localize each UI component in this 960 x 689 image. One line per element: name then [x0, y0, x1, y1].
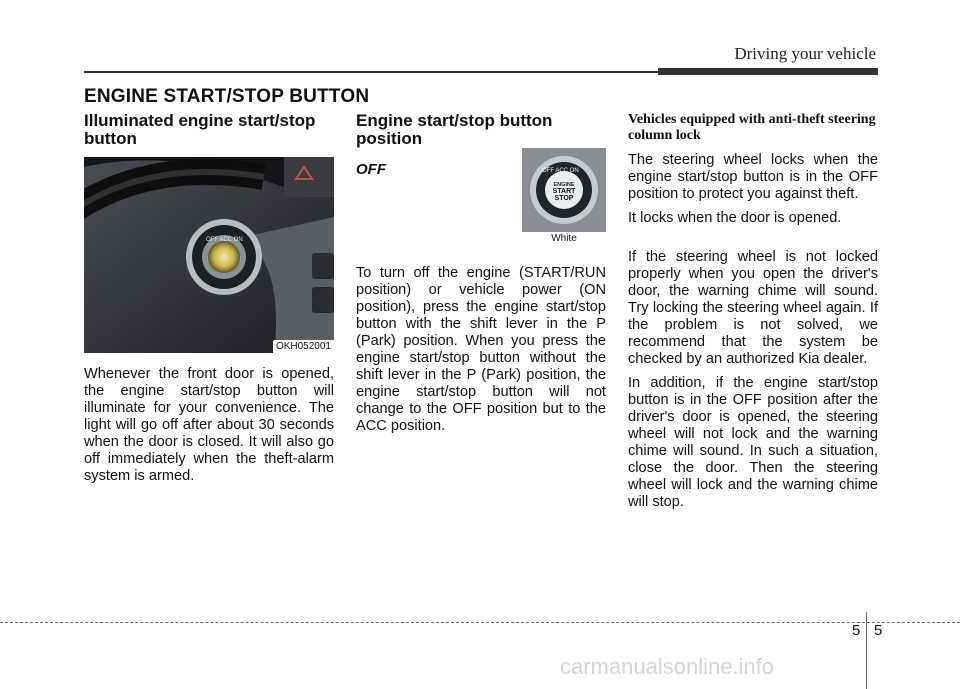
heading-position: Engine start/stop button position: [356, 111, 553, 148]
svg-text:START: START: [552, 188, 576, 195]
page-number: 5: [874, 622, 883, 639]
photo-code-label: OKH052001: [273, 340, 334, 353]
svg-text:OFF ACC ON: OFF ACC ON: [542, 168, 579, 174]
start-button-illustration: [522, 148, 606, 232]
heading-steering-lock: Vehicles equipped with anti-theft steering column lock: [628, 112, 876, 143]
chapter-number: 5: [852, 622, 861, 639]
heading-illuminated: Illuminated engine start/stop button: [84, 111, 316, 148]
column-illuminated-body: [84, 366, 334, 485]
running-header: Driving your vehicle: [734, 44, 876, 63]
column-position-body: [356, 265, 606, 435]
steering-lock-text-3: If the steering wheel is not locked properly when you open the driver's door, the warning chime will sound. Try locking the steering wheel again. If the problem is not solved, we recommend that the system be checked by an authorized Kia dealer.: [628, 249, 878, 367]
dashboard-illustration: [84, 157, 334, 353]
svg-text:ENGINE: ENGINE: [553, 182, 575, 188]
section-title: ENGINE START/STOP BUTTON: [84, 86, 370, 107]
steering-lock-text-2: It locks when the door is opened.: [628, 210, 842, 226]
column-steering-lock: [628, 112, 878, 518]
dashboard-photo: [84, 157, 334, 353]
column-illuminated: [84, 112, 334, 148]
watermark: carmanualsonline.info: [560, 654, 775, 679]
sub-heading-off: OFF: [356, 161, 386, 178]
footer-divider: [866, 612, 867, 689]
header-rule: [84, 71, 664, 73]
start-button-photo: [522, 148, 606, 246]
header-rule-accent: [658, 68, 878, 75]
button-image-caption: White: [522, 232, 606, 246]
svg-text:OFF ACC ON: OFF ACC ON: [206, 237, 243, 243]
footer-rule: [0, 622, 960, 623]
illuminated-text: Whenever the front door is opened, the engine start/stop button will illuminate for your convenience. The light will go off after about 30 seconds when the door is closed. It will also go off immediately when the theft-alarm system is armed.: [84, 366, 334, 484]
steering-lock-text-4: In addition, if the engine start/stop button is in the OFF position after the driver's door is opened, the steering wheel will not lock and the warning chime will sound. In such a situation, close the door. Then the steering wheel will lock and the warning chime will stop.: [628, 375, 878, 510]
steering-lock-text-1: The steering wheel locks when the engine start/stop button is in the OFF position to protect you against theft.: [628, 152, 878, 202]
svg-text:STOP: STOP: [554, 195, 574, 202]
position-text: To turn off the engine (START/RUN position) or vehicle power (ON position), press the engine start/stop button with the shift lever in the P (Park) position. When you press the engine start/stop button without the shift lever in the P (Park) position, the engine start/stop button will not change to the OFF position but to the ACC position.: [356, 265, 606, 434]
